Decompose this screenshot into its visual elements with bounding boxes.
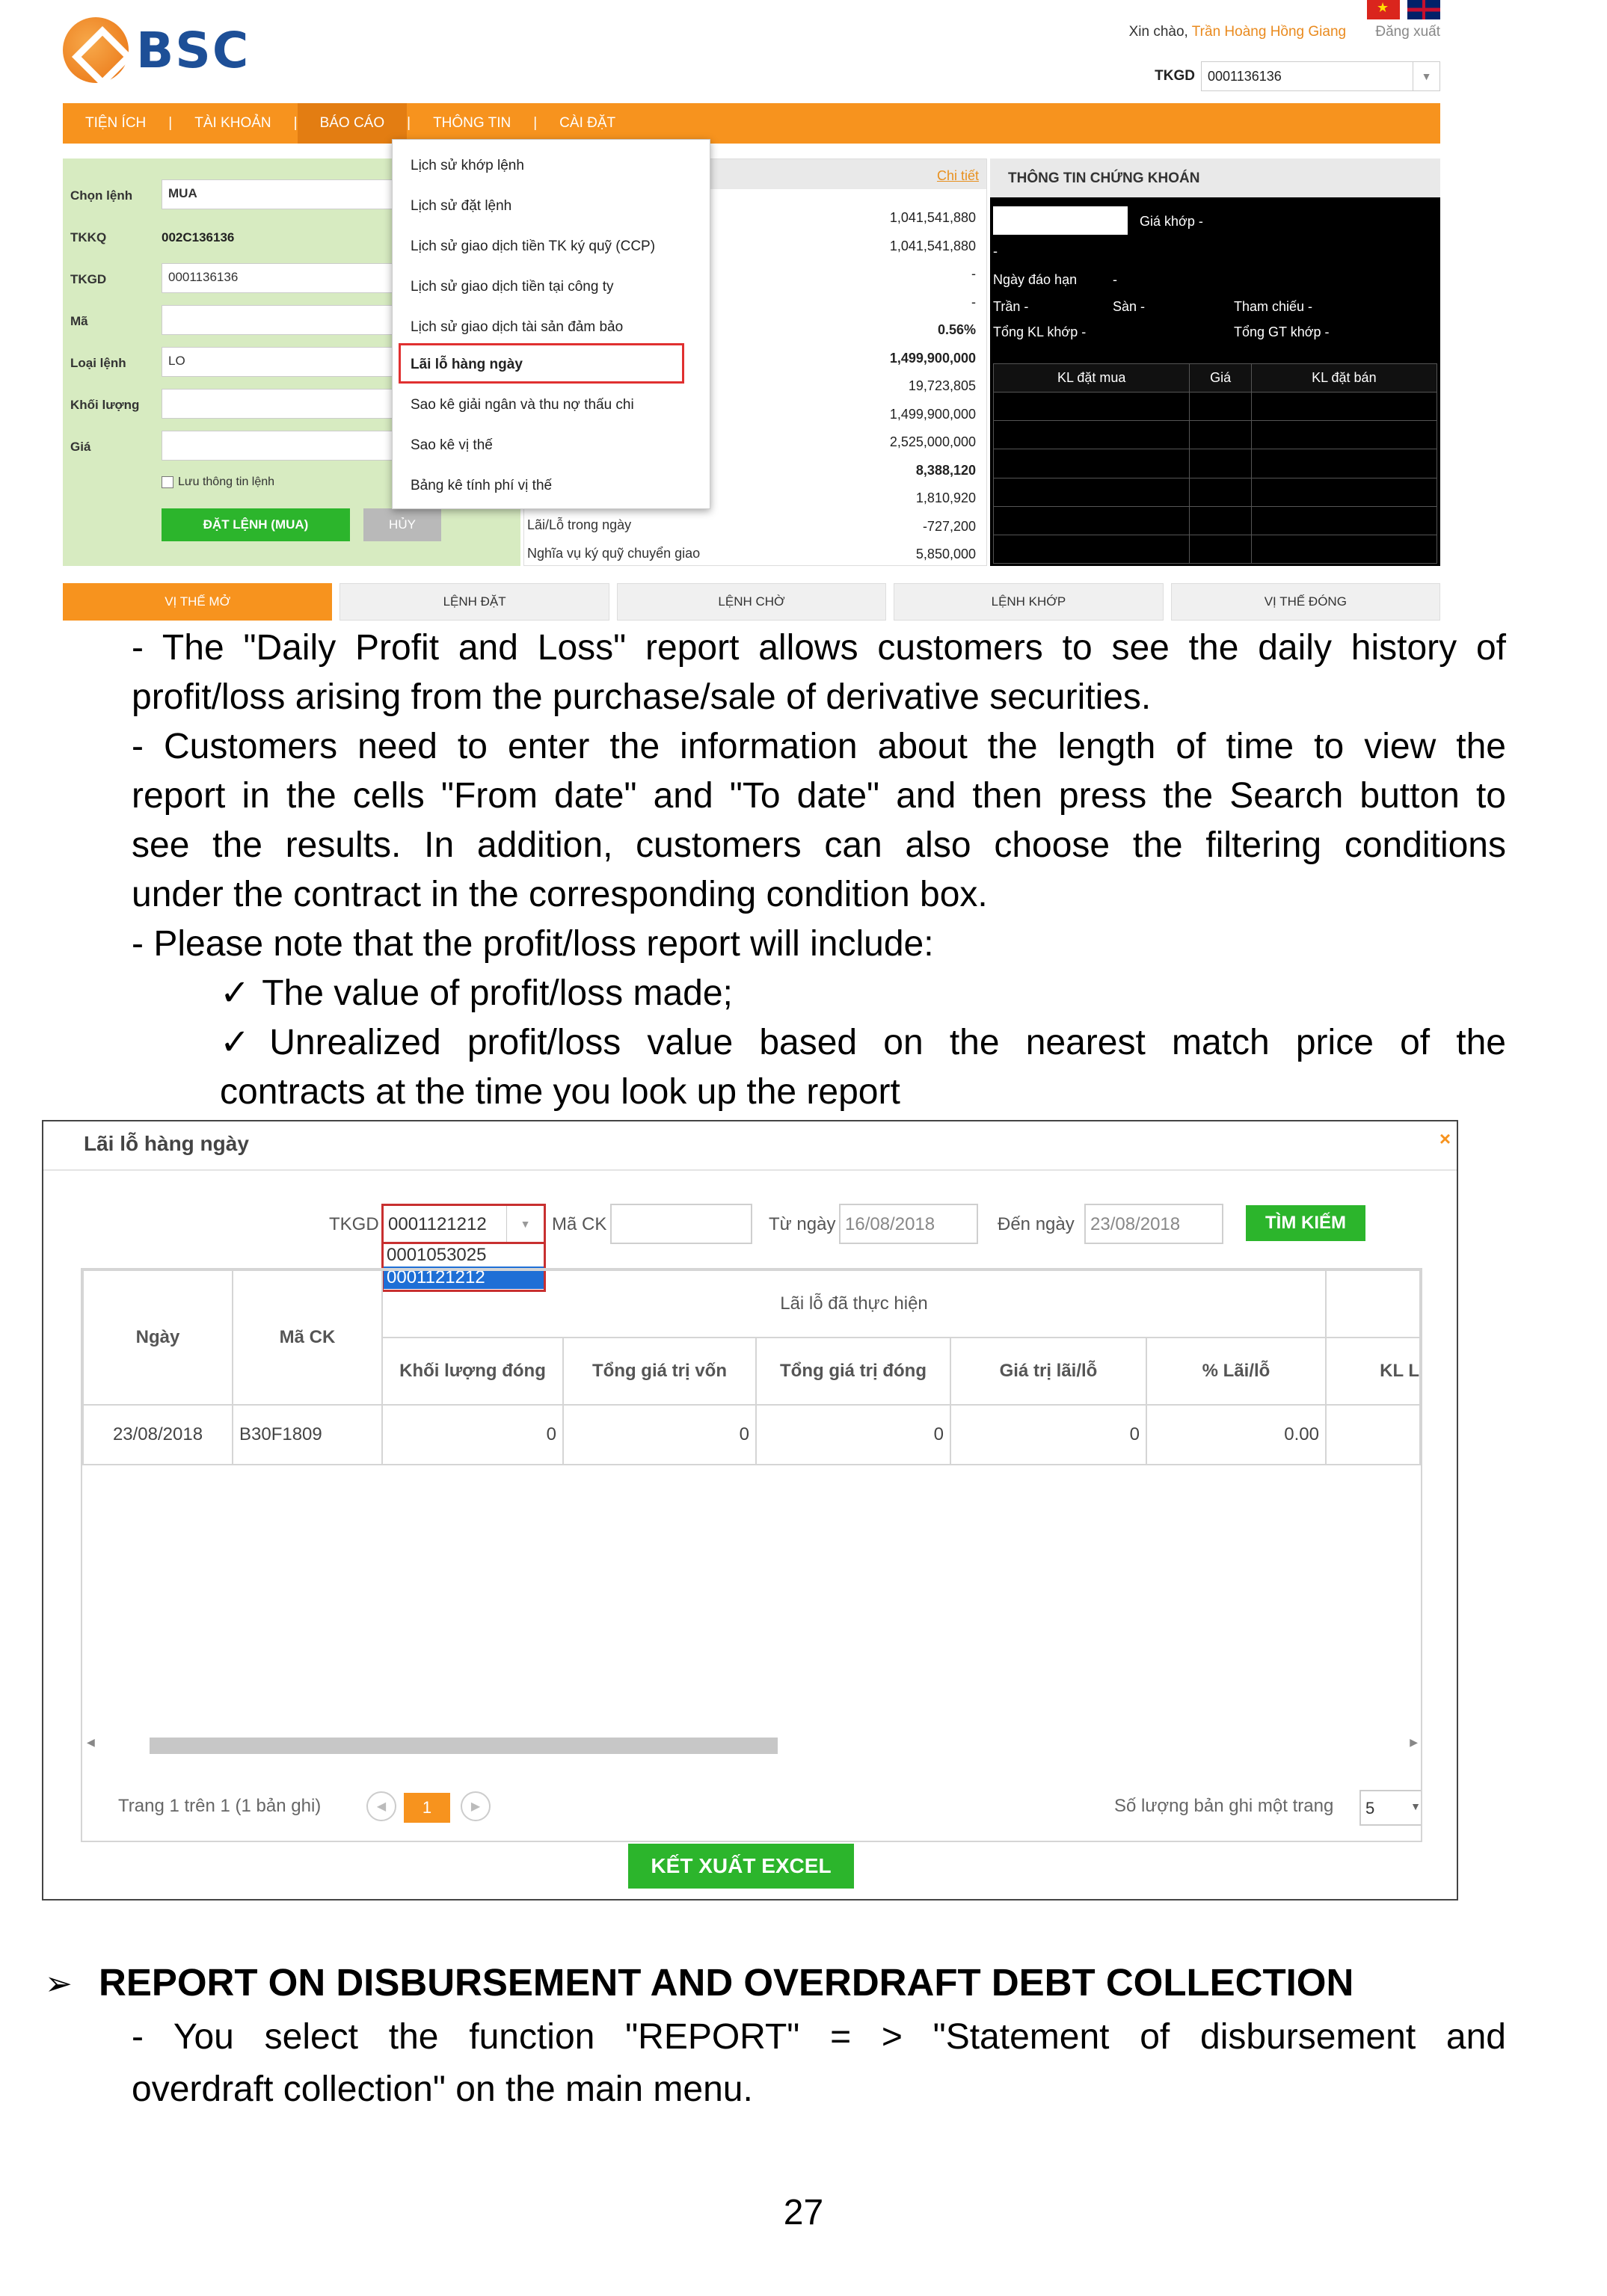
account-select-value: 0001136136 xyxy=(1208,68,1282,84)
nav-info[interactable]: THÔNG TIN xyxy=(433,115,511,131)
col-total-close-value: Tổng giá trị đóng xyxy=(756,1338,950,1405)
paragraph-line: under the contract in the corresponding condition box. xyxy=(132,875,988,914)
heading-arrow-icon: ➢ xyxy=(45,1966,73,2002)
tab-closed-positions[interactable]: VỊ THẾ ĐÓNG xyxy=(1171,583,1440,621)
page-number: 27 xyxy=(783,2193,824,2232)
account-values xyxy=(890,204,976,569)
tab-matched[interactable]: LỆNH KHỚP xyxy=(894,583,1163,621)
account-labels xyxy=(527,511,700,567)
account-value: -727,200 xyxy=(922,518,976,534)
tab-orders[interactable]: LỆNH ĐẶT xyxy=(339,583,609,621)
reference-price: Tham chiếu - xyxy=(1234,299,1313,314)
cell-next xyxy=(1326,1405,1420,1465)
paragraph-line: overdraft collection" on the main menu. xyxy=(132,2069,753,2109)
cell-total-close-value: 0 xyxy=(756,1405,950,1465)
to-date-input[interactable]: 23/08/2018 xyxy=(1084,1204,1223,1244)
cell-total-cost: 0 xyxy=(563,1405,756,1465)
checkmark-icon: ✓ xyxy=(220,973,251,1013)
total-match-value: Tổng GT khớp - xyxy=(1234,324,1330,339)
report-dropdown-menu xyxy=(392,139,710,509)
logo-text: BSC xyxy=(136,21,251,79)
menu-item-position-fee[interactable]: Bảng kê tính phí vị thế xyxy=(411,478,553,493)
trading-screen-screenshot xyxy=(63,0,1440,621)
account-value: - xyxy=(971,266,976,281)
position-tabs xyxy=(63,583,1440,621)
floor-price: Sàn - xyxy=(1113,299,1146,314)
order-book-table xyxy=(993,363,1437,564)
greeting-text: Xin chào, xyxy=(1128,24,1188,40)
current-page-button[interactable]: 1 xyxy=(404,1793,450,1823)
account-value: 0.56% xyxy=(937,322,976,337)
col-total-cost: Tổng giá trị vốn xyxy=(563,1338,756,1405)
rows-per-page-value: 5 xyxy=(1365,1799,1375,1818)
rows-per-page-select[interactable] xyxy=(1359,1790,1422,1826)
chevron-down-icon: ▼ xyxy=(506,1206,544,1242)
paragraph-line: - The "Daily Profit and Loss" report allows customers to see the daily history of xyxy=(132,628,1506,668)
checkmark-icon: ✓ xyxy=(220,1023,251,1062)
expiry-label: Ngày đáo hạn xyxy=(993,272,1078,287)
paragraph-line: see the results. In addition, customers can also choose the filtering conditions xyxy=(132,825,1506,865)
col-date: Ngày xyxy=(83,1270,233,1405)
table-row xyxy=(994,535,1437,563)
account-selector xyxy=(1155,61,1440,91)
account-value: 8,388,120 xyxy=(915,462,976,478)
cell-pnl-value: 0 xyxy=(950,1405,1146,1465)
logo-mark-icon xyxy=(63,17,129,83)
from-date-label: Từ ngày xyxy=(769,1214,836,1234)
account-value: 5,850,000 xyxy=(915,547,976,561)
menu-item-collateral-history[interactable]: Lịch sử giao dịch tài sản đảm bảo xyxy=(411,319,624,335)
checkbox-icon xyxy=(162,476,173,488)
table-row[interactable] xyxy=(83,1405,1420,1465)
nav-account[interactable]: TÀI KHOẢN xyxy=(194,115,271,131)
tab-pending[interactable]: LỆNH CHỜ xyxy=(617,583,886,621)
col-ask-qty: KL đặt bán xyxy=(1251,364,1437,393)
pnl-table xyxy=(82,1269,1421,1465)
menu-item-daily-pnl[interactable]: Lãi lỗ hàng ngày xyxy=(411,357,523,372)
total-match-qty: Tổng KL khớp - xyxy=(993,324,1087,339)
bullet-continuation: contracts at the time you look up the report xyxy=(220,1072,900,1112)
close-icon[interactable]: × xyxy=(1439,1127,1451,1150)
from-date-input[interactable]: 16/08/2018 xyxy=(839,1204,978,1244)
nav-separator: | xyxy=(293,115,298,131)
paragraph-line: - Please note that the profit/loss report will include: xyxy=(132,924,934,964)
export-excel-button[interactable]: KẾT XUẤT EXCEL xyxy=(628,1844,854,1889)
paragraph-line: profit/loss arising from the purchase/sale of derivative securities. xyxy=(132,677,1152,717)
group-next xyxy=(1326,1270,1420,1338)
nav-separator: | xyxy=(407,115,411,131)
scrollbar-thumb[interactable] xyxy=(150,1738,778,1754)
tkkq-value: 002C136136 xyxy=(162,230,235,244)
expiry-value: - xyxy=(1113,272,1117,287)
nav-report[interactable]: BÁO CÁO xyxy=(298,103,408,144)
tkgd-label: TKGD xyxy=(70,272,107,286)
chevron-down-icon: ▼ xyxy=(1410,1800,1421,1812)
section-heading: REPORT ON DISBURSEMENT AND OVERDRAFT DEBT COLLECTION xyxy=(99,1961,1354,2004)
nav-separator: | xyxy=(168,115,173,131)
horizontal-scrollbar[interactable] xyxy=(87,1732,1418,1752)
rows-per-page-label: Số lượng bản ghi một trang xyxy=(1114,1796,1334,1816)
account-value: 1,041,541,880 xyxy=(889,210,976,225)
table-row xyxy=(994,478,1437,506)
pager-info: Trang 1 trên 1 (1 bản ghi) xyxy=(118,1796,322,1816)
main-nav xyxy=(63,103,1440,144)
cell-pnl-percent: 0.00 xyxy=(1146,1405,1326,1465)
search-button[interactable]: TÌM KIẾM xyxy=(1246,1205,1365,1241)
cell-closed-qty: 0 xyxy=(382,1405,563,1465)
place-order-button[interactable]: ĐẶT LỆNH (MUA) xyxy=(162,508,350,541)
account-value: 1,041,541,880 xyxy=(889,238,976,253)
table-row xyxy=(994,506,1437,535)
paragraph-line: - You select the function "REPORT" = > "Statement of disbursement and xyxy=(132,2017,1506,2057)
account-select[interactable] xyxy=(1201,61,1440,91)
side-label: Chọn lệnh xyxy=(70,188,133,203)
menu-item-match-history[interactable]: Lịch sử khớp lệnh xyxy=(411,158,524,173)
account-value: - xyxy=(971,294,976,310)
code-label: Mã CK xyxy=(552,1214,607,1234)
next-page-icon[interactable]: ▶ xyxy=(461,1791,491,1821)
nav-separator: | xyxy=(533,115,538,131)
table-row xyxy=(994,393,1437,421)
menu-item-company-cash-history[interactable]: Lịch sử giao dịch tiền tại công ty xyxy=(411,279,614,295)
dropdown-option[interactable]: 0001053025 xyxy=(387,1245,487,1265)
paragraph-line: report in the cells "From date" and "To date" and then press the Search button to xyxy=(132,776,1506,816)
vietnam-flag-icon[interactable] xyxy=(1367,0,1400,19)
col-code: Mã CK xyxy=(233,1270,382,1405)
divider xyxy=(43,1169,1457,1171)
user-name: Trần Hoàng Hồng Giang xyxy=(1191,24,1347,40)
menu-item-order-history[interactable]: Lịch sử đặt lệnh xyxy=(411,198,512,214)
dropdown-option-selected[interactable]: 0001121212 xyxy=(384,1267,544,1289)
menu-item-position-statement[interactable]: Sao kê vị thế xyxy=(411,437,493,453)
cell-date: 23/08/2018 xyxy=(83,1405,233,1465)
account-value: 1,810,920 xyxy=(915,490,976,505)
code-input[interactable] xyxy=(610,1204,752,1244)
pnl-grid xyxy=(81,1268,1422,1842)
col-closed-qty: Khối lượng đóng xyxy=(382,1338,563,1405)
col-next: KL L xyxy=(1326,1338,1420,1405)
daily-pnl-dialog xyxy=(42,1120,1458,1900)
scroll-left-icon[interactable]: ◀ xyxy=(87,1736,95,1748)
to-date-label: Đến ngày xyxy=(998,1214,1075,1234)
nav-utilities[interactable]: TIỆN ÍCH xyxy=(85,115,147,131)
table-row xyxy=(994,449,1437,478)
bullet-item xyxy=(220,1018,1506,1068)
chevron-down-icon: ▼ xyxy=(1413,62,1439,90)
prev-page-icon[interactable]: ◀ xyxy=(366,1791,396,1821)
tkkq-label: TKKQ xyxy=(70,230,107,244)
tkgd-select[interactable]: 0001136136 xyxy=(162,263,513,293)
cell-code: B30F1809 xyxy=(233,1405,382,1465)
quantity-label: Khối lượng xyxy=(70,398,140,412)
account-selector-label: TKGD xyxy=(1155,68,1195,84)
security-search-input[interactable] xyxy=(993,206,1128,235)
menu-item-disbursement-statement[interactable]: Sao kê giải ngân và thu nợ thấu chi xyxy=(411,397,634,413)
menu-item-ccp-cash-history[interactable]: Lịch sử giao dịch tiền TK ký quỹ (CCP) xyxy=(411,238,656,254)
delivery-margin-label: Nghĩa vụ ký quỹ chuyển giao xyxy=(527,546,701,561)
security-panel-title: THÔNG TIN CHỨNG KHOÁN xyxy=(990,158,1440,197)
side-select[interactable]: MUA xyxy=(162,179,513,209)
intraday-pnl-label: Lãi/Lỗ trong ngày xyxy=(527,517,632,532)
tkgd-select-value: 0001121212 xyxy=(388,1214,487,1234)
price-label: Giá xyxy=(70,440,91,454)
bsc-logo xyxy=(63,16,310,84)
account-value: 2,525,000,000 xyxy=(889,434,976,449)
group-realized: Lãi lỗ đã thực hiện xyxy=(382,1270,1326,1338)
dialog-title: Lãi lỗ hàng ngày xyxy=(84,1132,249,1155)
col-pnl-percent: % Lãi/lỗ xyxy=(1146,1338,1326,1405)
bullet-text: The value of profit/loss made; xyxy=(262,973,733,1013)
ceiling-price: Trần - xyxy=(993,299,1029,314)
logout-link[interactable]: Đăng xuất xyxy=(1375,24,1440,40)
save-order-checkbox[interactable] xyxy=(162,475,274,489)
col-bid-qty: KL đặt mua xyxy=(994,364,1190,393)
language-flags xyxy=(1365,0,1440,19)
tkgd-select[interactable] xyxy=(381,1204,546,1244)
account-value: 1,499,900,000 xyxy=(889,350,976,366)
bullet-item xyxy=(220,969,733,1018)
nav-settings[interactable]: CÀI ĐẶT xyxy=(559,115,616,131)
order-type-select[interactable]: LO xyxy=(162,347,513,377)
dash-text: - xyxy=(993,244,998,259)
order-type-label: Loại lệnh xyxy=(70,356,126,370)
save-order-label: Lưu thông tin lệnh xyxy=(178,475,275,488)
paragraph-line: - Customers need to enter the information about the length of time to view the xyxy=(132,727,1506,766)
cancel-button[interactable]: HỦY xyxy=(363,508,441,541)
bullet-text: Unrealized profit/loss value based on the nearest match price of the xyxy=(269,1023,1506,1062)
security-info-panel xyxy=(990,158,1440,566)
table-row xyxy=(994,421,1437,449)
col-price: Giá xyxy=(1190,364,1251,393)
tkgd-label: TKGD xyxy=(329,1214,379,1234)
account-value: 19,723,805 xyxy=(908,378,976,393)
uk-flag-icon[interactable] xyxy=(1407,0,1440,19)
greeting xyxy=(1129,24,1440,40)
match-price: Giá khớp - xyxy=(1140,214,1203,229)
account-value: 1,499,900,000 xyxy=(889,406,976,422)
col-pnl-value: Giá trị lãi/lỗ xyxy=(950,1338,1146,1405)
code-label: Mã xyxy=(70,314,88,328)
tab-open-positions[interactable]: VỊ THẾ MỞ xyxy=(63,583,332,621)
scroll-right-icon[interactable]: ▶ xyxy=(1410,1736,1418,1748)
detail-link[interactable]: Chi tiết xyxy=(936,168,979,183)
